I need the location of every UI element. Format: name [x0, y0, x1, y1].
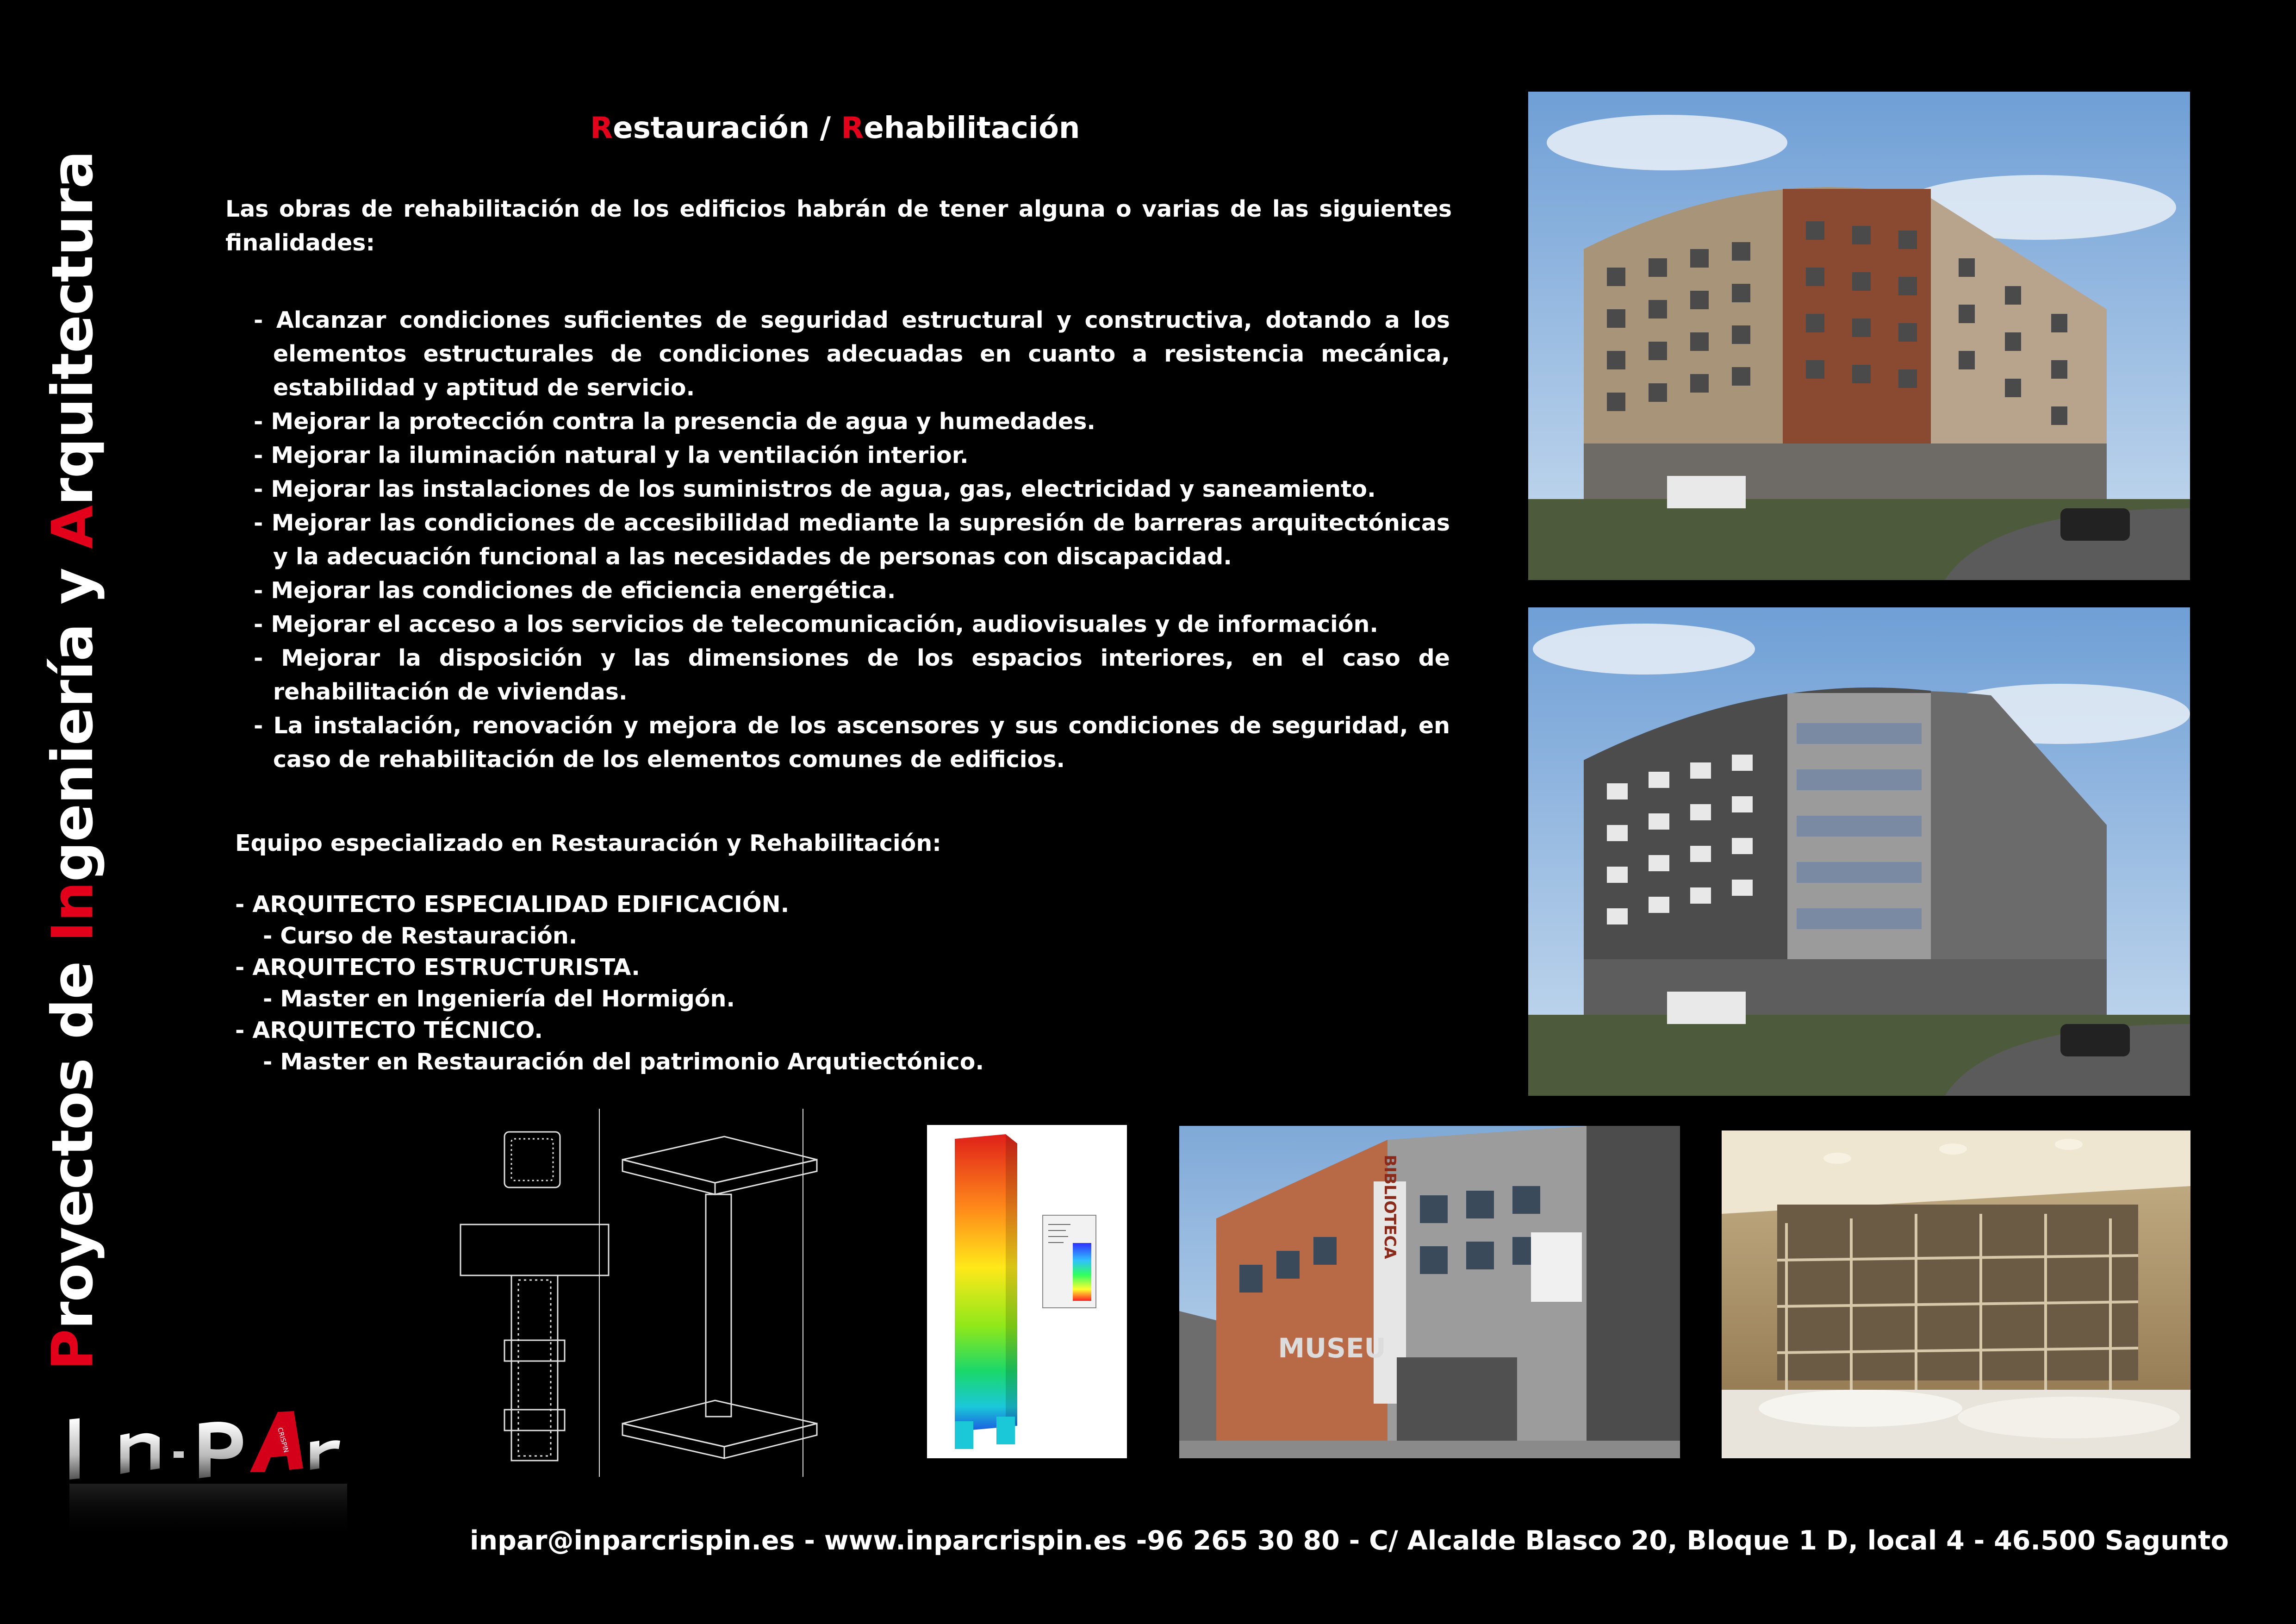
- heading-word-2: ehabilitación: [864, 111, 1080, 145]
- team-list: [235, 889, 1346, 1078]
- building-before-photo: [1528, 92, 2190, 580]
- list-item: - Mejorar la protección contra la presencia de agua y humedades.: [254, 408, 1096, 435]
- heading-initial-r: R: [841, 111, 864, 145]
- building-after-render: [1528, 607, 2190, 1096]
- team-title: Equipo especializado en Restauración y Rehabilitación:: [235, 830, 941, 856]
- list-item: - Alcanzar condiciones suficientes de seguridad estructural y constructiva, dotando a los elementos estructurales de condiciones adecuadas en cuanto a resistencia mecánica, estabilidad y aptitud de servicio.: [254, 307, 1450, 401]
- list-item: - Mejorar las condiciones de eficiencia energética.: [254, 577, 896, 604]
- side-title-part: rquitectura: [40, 151, 106, 506]
- side-title-part: geniería y: [40, 549, 106, 882]
- list-item: - Mejorar la disposición y las dimensiones de los espacios interiores, en el caso de rehabilitación de viviendas.: [254, 645, 1450, 705]
- museum-building-photo: [1179, 1126, 1680, 1458]
- section-heading: [590, 111, 1080, 145]
- side-title: [40, 151, 106, 1370]
- fem-stress-analysis-image: [927, 1125, 1127, 1458]
- side-title-a: A: [40, 506, 106, 549]
- logo-crispin-text: CRISPIN: [276, 1426, 290, 1454]
- column-reinforcement-drawing: [447, 1109, 827, 1477]
- contact-footer: inpar@inparcrispin.es - www.inparcrispin.es -96 265 30 80 - C/ Alcalde Blasco 20, Bloque 1 D, local 4 - 46.500 Sagunto: [470, 1525, 2229, 1556]
- side-title-p: P: [40, 1329, 106, 1370]
- side-title-part: royectos de: [40, 942, 106, 1330]
- heading-separator: /: [809, 111, 841, 145]
- team-role: - ARQUITECTO TÉCNICO.: [235, 1017, 543, 1043]
- heading-word-1: estauración: [613, 111, 810, 145]
- team-role: - ARQUITECTO ESTRUCTURISTA.: [235, 954, 640, 981]
- team-qualification: - Master en Ingeniería del Hormigón.: [263, 986, 735, 1012]
- side-title-in: In: [40, 881, 106, 943]
- team-role: - ARQUITECTO ESPECIALIDAD EDIFICACIÓN.: [235, 891, 790, 918]
- interior-restoration-photo: [1722, 1131, 2190, 1458]
- heading-initial-r: R: [590, 111, 613, 145]
- biblioteca-sign-text: BIBLIOTECA: [1381, 1155, 1399, 1259]
- finalidades-list: [254, 303, 1450, 776]
- museu-sign-text: MUSEU: [1278, 1332, 1386, 1364]
- team-qualification: - Curso de Restauración.: [263, 923, 578, 949]
- list-item: - La instalación, renovación y mejora de los ascensores y sus condiciones de seguridad, en caso de rehabilitación de los elementos comunes de edificios.: [254, 712, 1450, 773]
- inpar-logo: [60, 1403, 384, 1546]
- list-item: - Mejorar las instalaciones de los suministros de agua, gas, electricidad y saneamiento.: [254, 476, 1376, 502]
- list-item: - Mejorar la iluminación natural y la ventilación interior.: [254, 442, 969, 468]
- list-item: - Mejorar el acceso a los servicios de telecomunicación, audiovisuales y de información.: [254, 611, 1378, 637]
- intro-paragraph: Las obras de rehabilitación de los edificios habrán de tener alguna o varias de las siguientes finalidades:: [225, 196, 1452, 256]
- team-qualification: - Master en Restauración del patrimonio Arqutiectónico.: [263, 1049, 984, 1075]
- list-item: - Mejorar las condiciones de accesibilidad mediante la supresión de barreras arquitectónicas y la adecuación funcional a las necesidades de personas con discapacidad.: [254, 510, 1450, 570]
